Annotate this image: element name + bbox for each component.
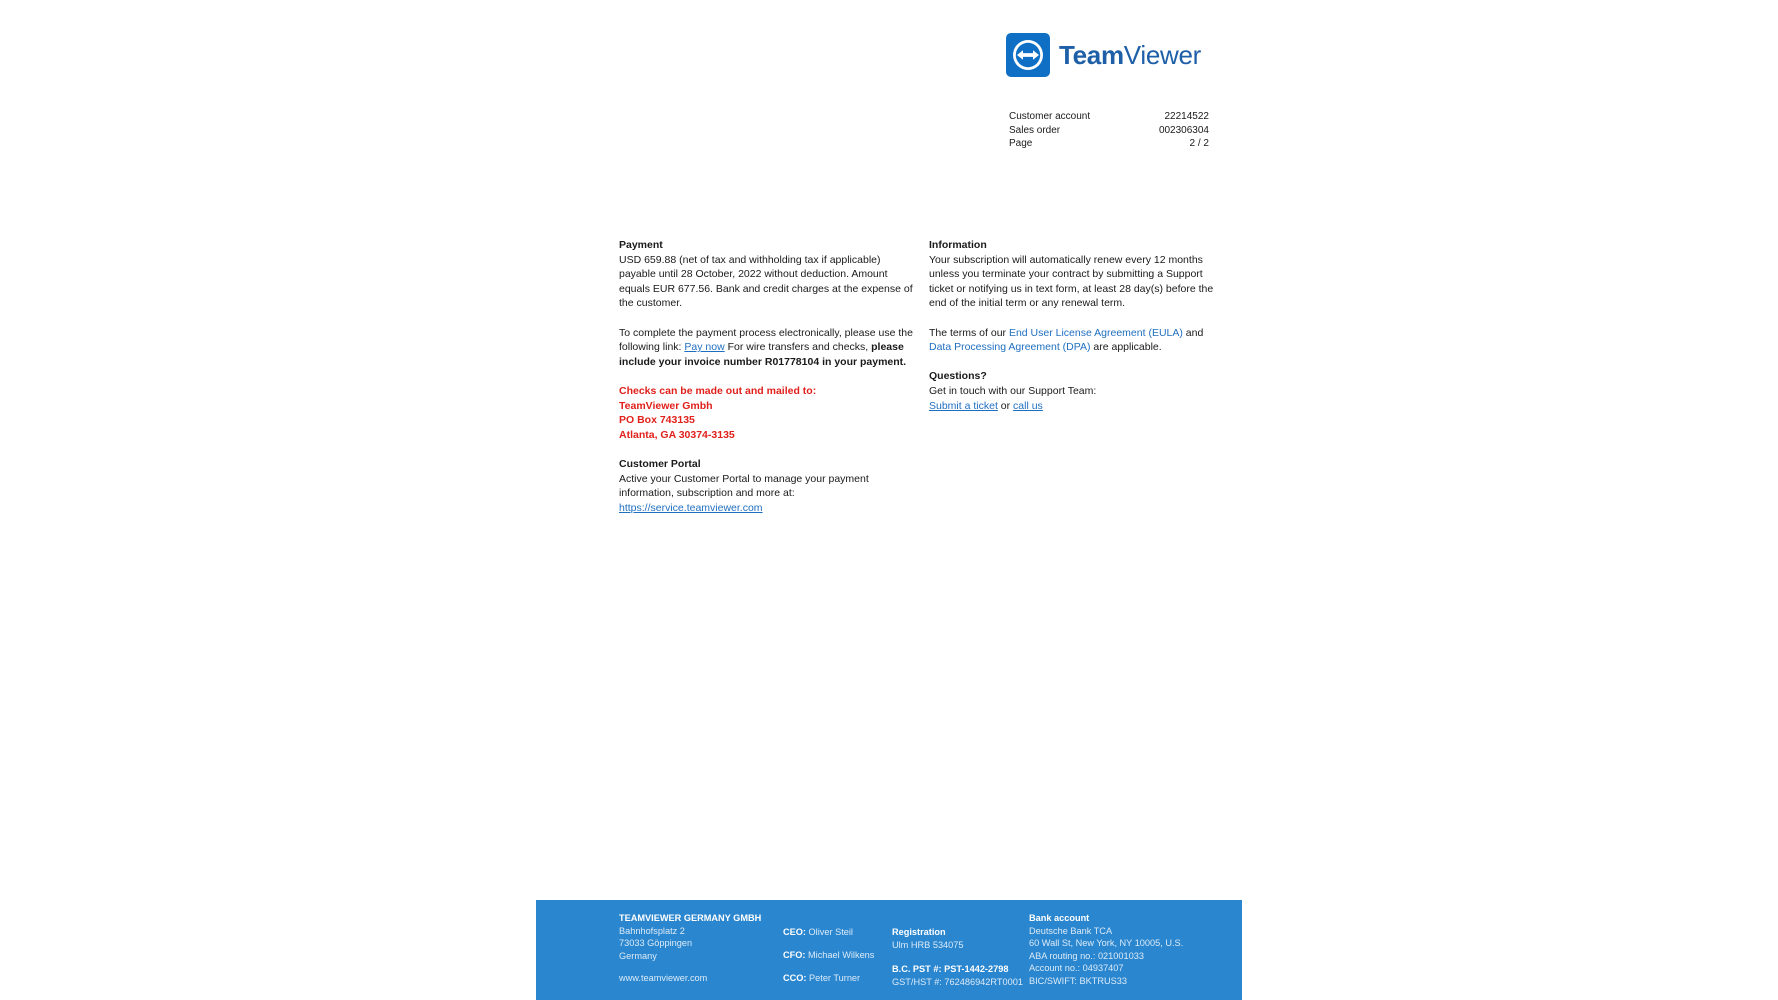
officer-cfo-name: Michael Wilkens	[805, 950, 875, 961]
officer-ceo-name: Oliver Steil	[805, 927, 853, 937]
payment-heading: Payment	[619, 239, 663, 251]
account-row	[1009, 110, 1209, 124]
footer-officers	[783, 926, 888, 995]
checks-heading: Checks can be made out and mailed to:	[619, 384, 817, 397]
bank-swift: BIC/SWIFT: BKTRUS33	[1029, 975, 1128, 986]
electronic-payment-text	[619, 326, 919, 370]
payment-text: USD 659.88 (net of tax and withholding tax if applicable) payable until 28 October, 2022 without deduction. Amount equals EUR 677.56. Bank and credit charges at the expense of the customer.	[619, 253, 913, 310]
officer-cfo	[783, 949, 888, 962]
portal-text: Active your Customer Portal to manage your payment information, subscription and more at:	[619, 472, 869, 500]
logo-wordmark	[1059, 40, 1201, 71]
account-info	[1009, 110, 1209, 151]
bank-account-number: Account no.: 04937407	[1029, 963, 1124, 974]
teamviewer-logo	[1006, 32, 1201, 78]
company-website: www.teamviewer.com	[619, 973, 708, 984]
left-column	[619, 238, 919, 515]
right-column	[929, 238, 1219, 413]
sales-order-row	[1009, 124, 1209, 138]
registration-heading: Registration	[892, 927, 946, 937]
account-label: Customer account	[1009, 111, 1091, 122]
electronic-pre-text: To complete the payment process electronically, please use the following link:	[619, 326, 913, 354]
bank-heading: Bank account	[1029, 913, 1090, 923]
submit-ticket-link[interactable]: Submit a ticket	[929, 399, 998, 412]
company-name: TEAMVIEWER GERMANY GMBH	[619, 913, 762, 923]
questions-heading: Questions?	[929, 370, 987, 383]
company-street: Bahnhofsplatz 2	[619, 925, 685, 936]
gst-number: GST/HST #: 762486942RT0001	[892, 976, 1023, 987]
dpa-link[interactable]: Data Processing Agreement (DPA)	[929, 341, 1091, 354]
bank-aba: ABA routing no.: 021001033	[1029, 950, 1144, 961]
company-city: 73033 Göppingen	[619, 938, 693, 949]
logo-word-viewer: Viewer	[1123, 39, 1201, 70]
support-links	[929, 399, 1219, 414]
or-text: or	[997, 399, 1014, 412]
footer-bar	[536, 900, 1242, 1000]
terms-post-text: are applicable.	[1090, 341, 1162, 354]
page-row	[1009, 137, 1209, 151]
footer-bank	[1029, 912, 1229, 988]
officer-ceo-role: CEO:	[783, 927, 806, 937]
officer-cco	[783, 972, 888, 985]
sales-order-value: 002306304	[1158, 124, 1209, 136]
footer-company	[619, 912, 779, 985]
checks-company: TeamViewer Gmbh	[619, 399, 713, 412]
officer-ceo	[783, 926, 888, 939]
checks-city: Atlanta, GA 30374-3135	[619, 428, 735, 441]
terms-pre-text: The terms of our	[929, 326, 1009, 339]
pay-now-link[interactable]: Pay now	[684, 341, 725, 354]
information-heading: Information	[929, 239, 987, 251]
officer-cco-role: CCO:	[783, 973, 807, 984]
checks-po-box: PO Box 743135	[619, 414, 695, 427]
terms-mid-text: and	[1182, 326, 1204, 339]
pst-number: B.C. PST #: PST-1442-2798	[892, 964, 1009, 975]
portal-link[interactable]: https://service.teamviewer.com	[619, 501, 763, 514]
call-us-link[interactable]: call us	[1013, 399, 1043, 412]
officer-cfo-role: CFO:	[783, 950, 806, 961]
company-country: Germany	[619, 950, 657, 961]
registration-value: Ulm HRB 534075	[892, 939, 964, 950]
teamviewer-arrows-icon	[1006, 33, 1050, 77]
officer-cco-name: Peter Turner	[806, 973, 861, 984]
bank-name: Deutsche Bank TCA	[1029, 925, 1113, 936]
eula-link[interactable]: End User License Agreement (EULA)	[1008, 326, 1183, 339]
bank-address: 60 Wall St, New York, NY 10005, U.S.	[1029, 938, 1184, 949]
questions-text: Get in touch with our Support Team:	[929, 384, 1097, 397]
page-value: 2 / 2	[1189, 138, 1209, 149]
invoice-number-text: please include your invoice number R01778104 in your payment.	[619, 341, 907, 368]
terms-text	[929, 326, 1219, 355]
footer-registration	[892, 926, 1032, 988]
portal-heading: Customer Portal	[619, 457, 701, 470]
sales-order-label: Sales order	[1009, 124, 1061, 136]
account-value: 22214522	[1164, 111, 1209, 122]
page-label: Page	[1009, 138, 1033, 149]
logo-word-team: Team	[1059, 39, 1124, 70]
electronic-post-text: For wire transfers and checks,	[724, 341, 872, 354]
information-text: Your subscription will automatically renew every 12 months unless you terminate your contract by submitting a Support ticket or notifying us in text form, at least 28 day(s) before the end of the initial term or any renewal term.	[929, 253, 1214, 310]
